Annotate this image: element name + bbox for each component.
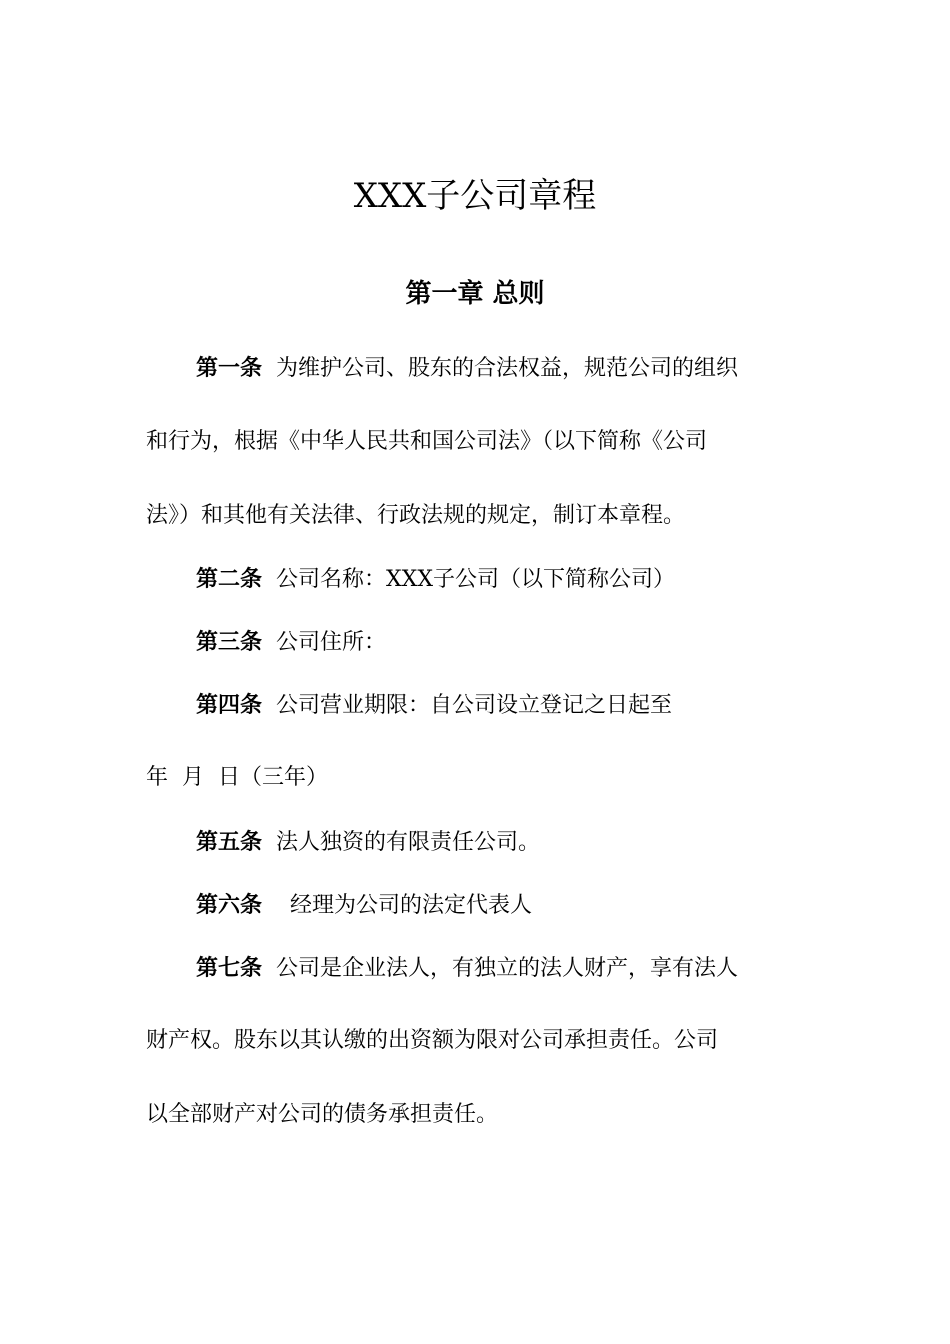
- article-6-label: 第六条: [196, 892, 263, 918]
- article-5-line-1: [196, 824, 540, 861]
- article-2-line-1: [196, 561, 675, 598]
- article-5-label: 第五条: [196, 829, 263, 855]
- article-3-line-1: [196, 624, 386, 661]
- article-5-text: 法人独资的有限责任公司。: [276, 830, 541, 855]
- article-2-text: 公司名称：XXX子公司（以下简称公司）: [276, 567, 676, 592]
- article-2-label: 第二条: [196, 566, 263, 592]
- article-1-line-2: 和行为，根据《中华人民共和国公司法》（以下简称《公司: [146, 429, 708, 454]
- article-7-line-1: [196, 950, 738, 987]
- article-1-line-1: [196, 350, 738, 387]
- article-6-text: 经理为公司的法定代表人: [290, 893, 533, 918]
- article-1-label: 第一条: [196, 355, 263, 381]
- article-4-line-1: [196, 687, 672, 724]
- article-1-text: 为维护公司、股东的合法权益，规范公司的组织: [276, 356, 739, 381]
- article-1-line-3: 法》）和其他有关法律、行政法规的规定，制订本章程。: [146, 503, 686, 528]
- document-title: XXX子公司章程: [353, 176, 597, 216]
- article-4-label: 第四条: [196, 692, 263, 718]
- article-3-label: 第三条: [196, 629, 263, 655]
- article-7-text: 公司是企业法人，有独立的法人财产，享有法人: [276, 956, 739, 981]
- article-7-label: 第七条: [196, 955, 263, 981]
- article-6-line-1: [196, 887, 532, 924]
- article-4-text: 公司营业期限：自公司设立登记之日起至: [276, 693, 673, 718]
- article-7-line-2: 财产权。股东以其认缴的出资额为限对公司承担责任。公司: [146, 1028, 719, 1053]
- article-4-line-2: 年 月 日（三年）: [146, 765, 328, 790]
- article-3-text: 公司住所：: [276, 630, 387, 655]
- article-7-line-3: 以全部财产对公司的债务承担责任。: [146, 1102, 499, 1127]
- chapter-heading: 第一章 总则: [405, 279, 545, 309]
